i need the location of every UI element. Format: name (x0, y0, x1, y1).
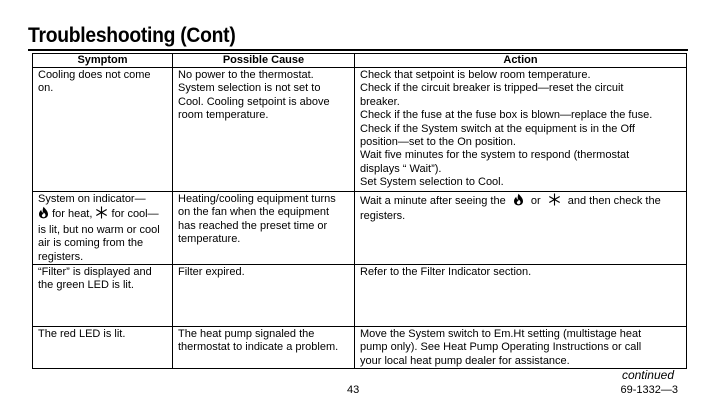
cause-line: thermostat to indicate a problem. (178, 341, 339, 354)
header-possible-cause: Possible Cause (173, 54, 355, 68)
table-row (33, 68, 687, 192)
cause-line: has reached the preset time or (178, 219, 328, 232)
action-line: Check if the System switch at the equipment is in the Off (360, 122, 635, 135)
action-text: Wait a minute after seeing the (360, 195, 506, 207)
symptom-line: The red LED is lit. (38, 328, 126, 341)
troubleshooting-table (32, 53, 687, 369)
symptom-line: System on indicator— (38, 193, 146, 205)
cause-cell (173, 265, 355, 327)
title-rule (28, 49, 688, 51)
symptom-cool-text: for cool— (111, 208, 159, 221)
symptom-heat-text: for heat, (52, 208, 93, 221)
page-title: Troubleshooting (Cont) (28, 24, 236, 47)
cause-cell (173, 327, 355, 369)
table-row (33, 265, 687, 327)
symptom-cell (33, 68, 173, 192)
cause-line: room temperature. (178, 109, 269, 122)
action-text: and then check the (567, 195, 661, 207)
action-line: registers. (360, 210, 406, 223)
snowflake-icon (548, 193, 561, 210)
cause-line: Cool. Cooling setpoint is above (178, 95, 330, 108)
action-text: or (530, 195, 541, 207)
symptom-cell (33, 192, 173, 265)
action-cell (355, 68, 687, 192)
symptom-line: Cooling does not come (38, 69, 151, 81)
action-line: Check that setpoint is below room temperature. (360, 69, 591, 81)
action-line: Check if the circuit breaker is tripped—reset the circuit (360, 82, 624, 95)
document-number: 69-1332—3 (620, 384, 678, 396)
cause-cell (173, 68, 355, 192)
symptom-cell (33, 265, 173, 327)
continued-note: continued (621, 368, 674, 382)
action-cell (355, 265, 687, 327)
symptom-line: registers. (38, 250, 84, 263)
symptom-line: on. (38, 82, 54, 95)
action-line: Move the System switch to Em.Ht setting (multistage heat (360, 328, 642, 341)
action-cell (355, 327, 687, 369)
flame-icon (38, 206, 49, 223)
symptom-line: is lit, but no warm or cool (38, 223, 160, 236)
cause-line: on the fan when the equipment (178, 206, 330, 219)
action-line: Wait five minutes for the system to respond (thermostat (360, 149, 630, 162)
table-row (33, 192, 687, 265)
action-line: position—set to the On position. (360, 136, 516, 149)
table-header-row (33, 54, 687, 68)
header-action: Action (355, 54, 687, 68)
cause-line: The heat pump signaled the (178, 328, 315, 341)
action-line: Set System selection to Cool. (360, 176, 504, 189)
page-number: 43 (347, 384, 360, 396)
cause-line: No power to the thermostat. (178, 69, 314, 81)
symptom-line: air is coming from the (38, 237, 144, 250)
symptom-line: the green LED is lit. (38, 279, 134, 292)
action-line: pump only). See Heat Pump Operating Instructions or call (360, 341, 642, 354)
symptom-line-with-icons (38, 206, 168, 223)
symptom-cell (33, 327, 173, 369)
cause-line: System selection is not set to (178, 82, 321, 95)
action-line: Refer to the Filter Indicator section. (360, 266, 532, 279)
symptom-line: “Filter” is displayed and (38, 266, 152, 279)
action-line: displays “ Wait”). (360, 162, 442, 175)
flame-icon (513, 193, 524, 210)
action-cell (355, 192, 687, 265)
cause-line: temperature. (178, 233, 241, 246)
header-symptom: Symptom (33, 54, 173, 68)
cause-cell (173, 192, 355, 265)
action-line: Check if the fuse at the fuse box is blown—replace the fuse. (360, 109, 653, 122)
action-line: your local heat pump dealer for assistance. (360, 354, 570, 367)
cause-line: Filter expired. (178, 266, 245, 279)
action-line: breaker. (360, 95, 400, 108)
snowflake-icon (95, 206, 108, 223)
action-line-with-icons (360, 193, 682, 210)
table-row (33, 327, 687, 369)
cause-line: Heating/cooling equipment turns (178, 193, 336, 205)
